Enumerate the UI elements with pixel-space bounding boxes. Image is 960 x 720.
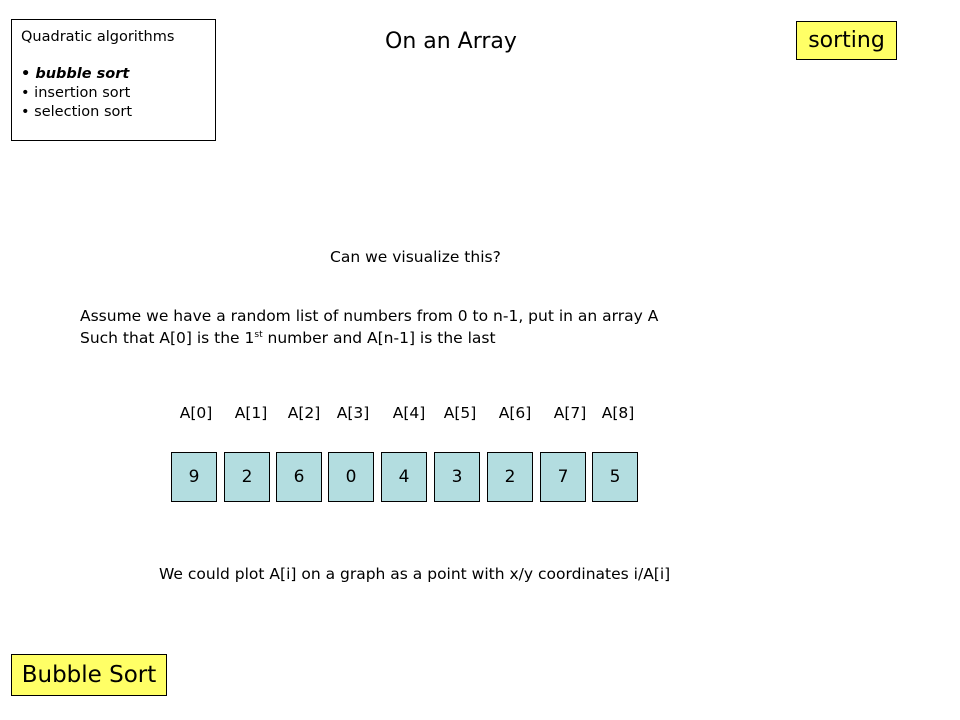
algorithms-heading: Quadratic algorithms: [21, 29, 175, 45]
array-cell-3: 0: [328, 452, 374, 502]
slide-title: On an Array: [385, 29, 517, 54]
sorting-tag: sorting: [796, 21, 897, 60]
question-text: Can we visualize this?: [330, 248, 501, 266]
algorithms-list: [21, 65, 215, 122]
array-cell-0: 9: [171, 452, 217, 502]
array-cell-6: 2: [487, 452, 533, 502]
algorithm-item-bubble-sort: • bubble sort: [21, 65, 215, 84]
index-label-7: A[7]: [553, 404, 587, 422]
bubble-sort-tag: Bubble Sort: [11, 654, 167, 696]
index-label-1: A[1]: [234, 404, 268, 422]
index-label-6: A[6]: [498, 404, 532, 422]
algorithms-box: [11, 19, 216, 141]
array-cell-5: 3: [434, 452, 480, 502]
index-label-5: A[5]: [443, 404, 477, 422]
array-cell-8: 5: [592, 452, 638, 502]
array-cell-1: 2: [224, 452, 270, 502]
index-label-0: A[0]: [179, 404, 213, 422]
index-label-2: A[2]: [287, 404, 321, 422]
array-cell-4: 4: [381, 452, 427, 502]
array-cell-7: 7: [540, 452, 586, 502]
index-label-8: A[8]: [601, 404, 635, 422]
algorithm-item-insertion-sort: • insertion sort: [21, 84, 215, 103]
plot-explanation-text: We could plot A[i] on a graph as a point with x/y coordinates i/A[i]: [159, 565, 671, 583]
assumption-line-1: Assume we have a random list of numbers from 0 to n-1, put in an array A: [80, 307, 659, 325]
array-cell-2: 6: [276, 452, 322, 502]
ordinal-superscript: st: [254, 330, 263, 340]
assumption-line-2: [80, 327, 658, 349]
assumption-line-2-start: Such that A[0] is the 1: [80, 329, 255, 347]
assumption-line-2-end: number and A[n-1] is the last: [262, 329, 496, 347]
algorithm-item-selection-sort: • selection sort: [21, 103, 215, 122]
index-label-3: A[3]: [336, 404, 370, 422]
index-label-4: A[4]: [392, 404, 426, 422]
assumption-text: [80, 305, 658, 349]
